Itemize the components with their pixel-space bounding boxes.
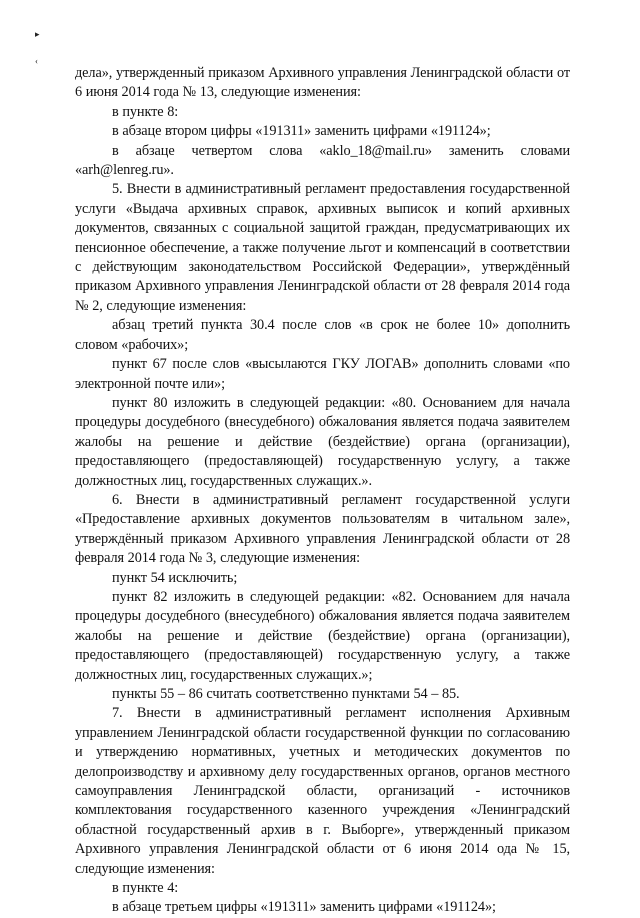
document-paragraph: пункт 82 изложить в следующей редакции: «82. Основанием для начала процедуры досудебного (внесудебного) обжалования является подача заявителем жалобы на решение и действие (бездействие) органа (организации), предоставляющего (предоставляющей) государственную услугу, а также должностных лиц, государственных служащих.»;: [75, 588, 570, 683]
document-paragraph: в абзаце втором цифры «191311» заменить цифрами «191124»;: [112, 123, 491, 140]
document-paragraph: 6. Внести в административный регламент государственной услуги «Предоставление архивных документов пользователям в читальном зале», утверждённый приказом Архивного управления Ленинградской области от 28 февраля 2014 года № 3, следующие изменения:: [75, 491, 570, 567]
margin-mark-bottom: ‹: [35, 56, 38, 66]
document-paragraph: 5. Внести в административный регламент предоставления государственной услуги «Выдача архивных справок, архивных выписок и копий архивных документов, связанных с социальной защитой граждан, предусматривающих их пенсионное обеспечение, а также получение льгот и компенсаций в соответствии с действующим законодательством Российской Федерации», утверждённый приказом Архивного управления Ленинградской области от 28 февраля 2014 года № 2, следующие изменения:: [75, 181, 570, 314]
document-paragraph: пункт 67 после слов «высылаются ГКУ ЛОГАВ» дополнить словами «по электронной почте или»;: [75, 356, 570, 392]
margin-mark-top: ▸: [35, 29, 40, 39]
document-paragraph: пункты 55 – 86 считать соответственно пунктами 54 – 85.: [112, 686, 460, 702]
document-paragraph: 7. Внести в административный регламент исполнения Архивным управлением Ленинградской области государственной функции по согласованию и утверждению нормативных, учетных и методических документов по делопроизводству и архивному делу государственных органов, органов местного самоуправления Ленинградской области, организаций - источников комплектования государственного казенного учреждения «Ленинградский областной государственный архив в г. Выборге», утвержденный приказом Архивного управления Ленинградской области от 6 июня 2014 ода № 15, следующие изменения:: [75, 705, 570, 877]
document-paragraph: дела», утвержденный приказом Архивного управления Ленинградской области от 6 июня 2014 года № 13, следующие изменения:: [75, 65, 570, 101]
document-paragraph: в абзаце четвертом слова «aklo_18@mail.ru» заменить словами «arh@lenreg.ru».: [75, 142, 570, 179]
document-paragraph: пункт 80 изложить в следующей редакции: «80. Основанием для начала процедуры досудебного (внесудебного) обжалования является подача заявителем жалобы на решение и действие (бездействие) органа (организации), предоставляющего (предоставляющей) государственную услугу, а также должностных лиц, государственных служащих.».: [75, 394, 570, 489]
document-body: [75, 64, 570, 918]
document-paragraph: абзац третий пункта 30.4 после слов «в срок не более 10» дополнить словом «рабочих»;: [75, 317, 570, 353]
document-paragraph: пункт 54 исключить;: [112, 569, 238, 586]
document-paragraph: в абзаце третьем цифры «191311» заменить цифрами «191124»;: [112, 899, 496, 916]
document-paragraph: в пункте 4:: [112, 880, 179, 897]
document-paragraph: в пункте 8:: [112, 103, 179, 120]
